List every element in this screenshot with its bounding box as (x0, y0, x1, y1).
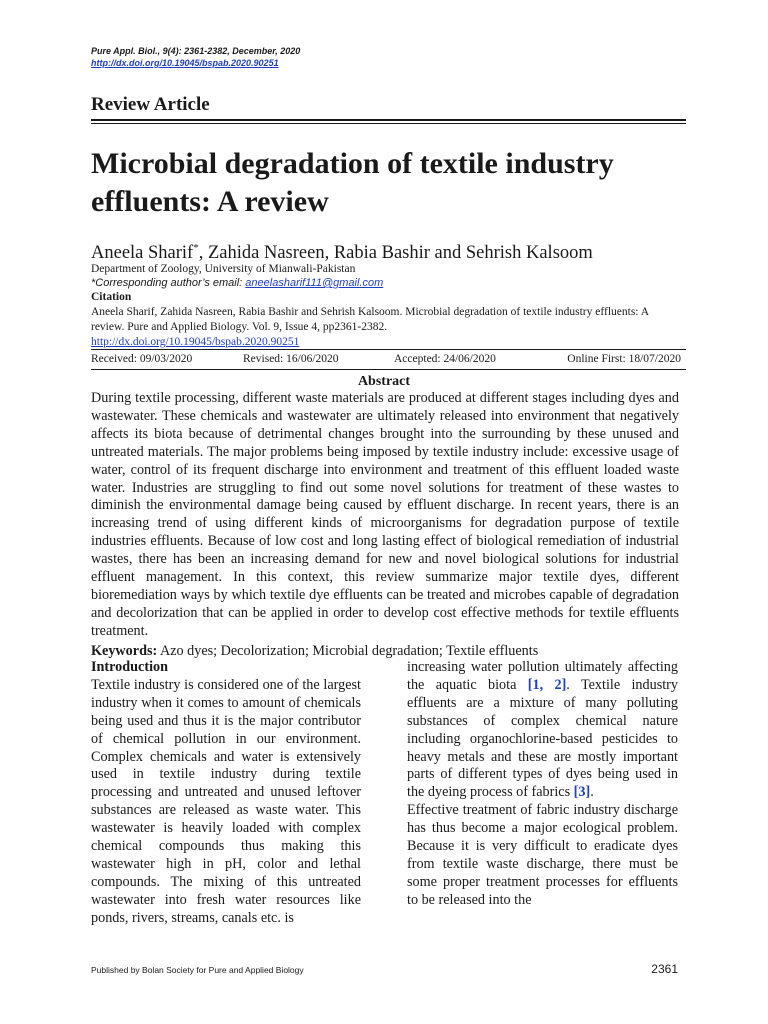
citation-heading: Citation (91, 291, 132, 303)
corresponding-label: *Corresponding author’s email: (91, 277, 246, 289)
citation-block (91, 305, 681, 350)
doi-link[interactable]: http://dx.doi.org/10.19045/bspab.2020.90251 (91, 58, 279, 68)
author-list (91, 236, 593, 265)
introduction-paragraph-1-cont (407, 659, 678, 802)
introduction-left-column (91, 659, 361, 928)
affiliation: Department of Zoology, University of Mianwali-Pakistan (91, 263, 356, 275)
email-link[interactable]: aneelasharif111@gmail.com (245, 277, 384, 289)
corresponding-author (91, 276, 383, 291)
citation-doi-link[interactable]: http://dx.doi.org/10.19045/bspab.2020.90251 (91, 336, 300, 348)
abstract-text: During textile processing, different waste materials are produced at different stages including dyes and wastewater. These chemicals and wastewater are ultimately released into environment that negatively affects its biota because of detrimental changes brought into the surrounding by these unused and untreated materials. The major problems being imposed by textile industry include: excessive usage of water, control of its frequent discharge into environment and treatment of this effluent loaded waste water. Industries are struggling to find out some novel solutions for treatment of these wastes to diminish the environmental damage being caused by effluent discharge. In recent years, there is an increasing trend of using different kinds of microorganisms for degradation purpose of textile industries effluents. Because of low cost and long lasting effect of biological remediation of industrial wastes, there has been an increasing demand for new and novel biological solutions for industrial effluent management. In this context, this review summarize major textile dyes, different bioremediation ways by which textile dye effluents can be treated and microbes capable of degradation and decolorization that can be applied in order to develop cost effective methods for textile effluents treatment. (91, 390, 679, 639)
article-type: Review Article (91, 94, 210, 115)
dates-divider-top (91, 349, 686, 350)
introduction-heading: Introduction (91, 659, 168, 675)
paragraph-text: . (590, 784, 594, 801)
keywords-text: Azo dyes; Decolorization; Microbial degradation; Textile effluents (157, 643, 539, 659)
other-authors: , Zahida Nasreen, Rabia Bashir and Sehrish Kalsoom (198, 243, 593, 264)
reference-link-3[interactable]: [3] (573, 784, 591, 801)
page-number: 2361 (651, 962, 678, 976)
dates-divider-bottom (91, 369, 686, 370)
header-divider-thick (91, 119, 686, 121)
introduction-paragraph-2: Effective treatment of fabric industry discharge has thus become a major ecological problem. Because it is very difficult to eradicate dyes from textile waste discharge, there must be some proper treatment processes for effluents to be released into the (407, 802, 678, 908)
citation-text: Aneela Sharif, Zahida Nasreen, Rabia Bashir and Sehrish Kalsoom. Microbial degradation of textile industry effluents: A review. Pure and Applied Biology. Vol. 9, Issue 4, pp2361-2382. (91, 306, 649, 333)
journal-header (91, 45, 300, 69)
reference-link-1-2[interactable]: [1, 2] (527, 676, 567, 693)
abstract-heading: Abstract (357, 374, 411, 389)
accepted-date: Accepted: 24/06/2020 (394, 353, 496, 365)
first-author: Aneela Sharif (91, 243, 194, 264)
introduction-right-column (407, 659, 678, 910)
paragraph-text: increasing water pollution ultimately affecting the aquatic biota (407, 659, 678, 693)
received-date: Received: 09/03/2020 (91, 353, 193, 365)
keywords (91, 642, 681, 660)
paragraph-text: . Textile industry effluents are a mixture of many polluting substances of complex chemical nature including organochlorine-based pesticides to heavy metals and these are mostly important parts of different types of dyes being used in the dyeing process of fabrics (407, 676, 678, 801)
article-title: Microbial degradation of textile industry effluents: A review (91, 147, 614, 218)
online-first-date: Online First: 18/07/2020 (567, 353, 681, 365)
keywords-label: Keywords: (91, 643, 158, 659)
footer-publisher: Published by Bolan Society for Pure and Applied Biology (91, 965, 304, 975)
journal-citation-line: Pure Appl. Biol., 9(4): 2361-2382, December, 2020 (91, 46, 301, 56)
revised-date: Revised: 16/06/2020 (243, 353, 339, 365)
corresponding-marker: * (193, 242, 199, 254)
header-divider-thin (91, 123, 686, 124)
introduction-paragraph-1: Textile industry is considered one of the largest industry when it comes to amount of chemicals being used and thus it is the major contributor of chemical pollution in our environment. Complex chemicals and water is extensively used in textile industry during textile processing and untreated and unused leftover substances are released as waste water. This wastewater is heavily loaded with complex chemical compounds thus making this wastewater high in pH, color and lethal compounds. The mixing of this untreated wastewater into fresh water resources like ponds, rivers, streams, canals etc. is (91, 676, 361, 926)
